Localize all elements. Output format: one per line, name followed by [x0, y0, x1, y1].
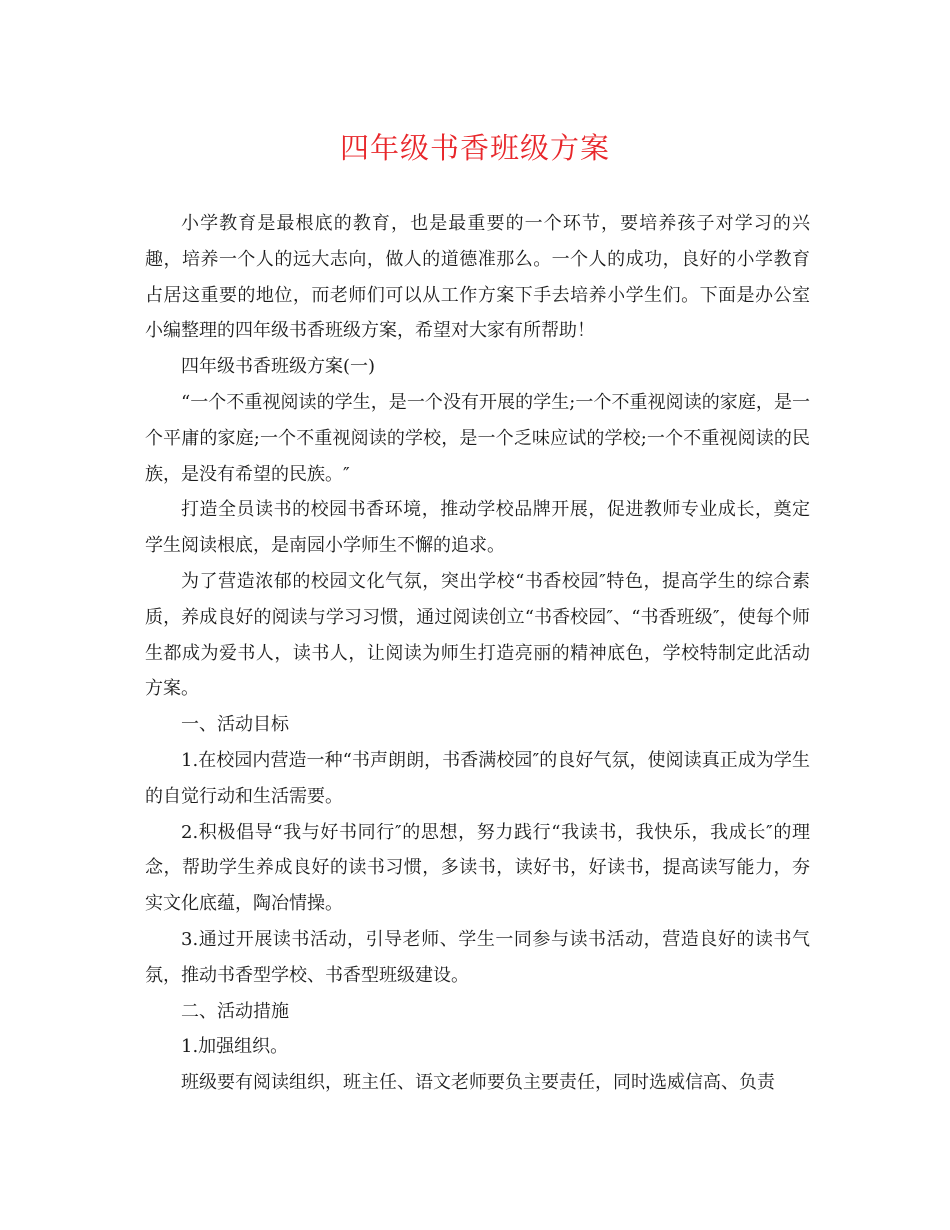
section-heading-measures: 二、活动措施: [181, 1000, 289, 1022]
document-body: [145, 206, 810, 1101]
goal-item: 3.通过开展读书活动，引导老师、学生一同参与读书活动，营造良好的读书气氛，推动书香型学校、书香型班级建设。: [145, 928, 810, 986]
intro-paragraph: 小学教育是最根底的教育，也是最重要的一个环节，要培养孩子对学习的兴趣，培养一个人的远大志向，做人的道德准那么。一个人的成功，良好的小学教育占居这重要的地位，而老师们可以从工作方案下手去培养小学生们。下面是办公室小编整理的四年级书香班级方案，希望对大家有所帮助！: [145, 213, 810, 342]
section-heading-goals: 一、活动目标: [181, 714, 289, 736]
goal-item: 2.积极倡导“我与好书同行″的思想，努力践行“我读书，我快乐，我成长″的理念，帮助学生养成良好的读书习惯，多读书，读好书，好读书，提高读写能力，夯实文化底蕴，陶冶情操。: [145, 821, 810, 915]
quote-paragraph: “一个不重视阅读的学生，是一个没有开展的学生;一个不重视阅读的家庭，是一个平庸的家庭;一个不重视阅读的学校，是一个乏味应试的学校;一个不重视阅读的民族，是没有希望的民族。″: [145, 391, 810, 485]
goal-item: 1.在校园内营造一种“书声朗朗，书香满校园″的良好气氛，使阅读真正成为学生的自觉行动和生活需要。: [145, 749, 810, 807]
body-paragraph: 班级要有阅读组织，班主任、语文老师要负主要责任，同时选威信高、负责: [181, 1072, 775, 1094]
body-paragraph: 打造全员读书的校园书香环境，推动学校品牌开展，促进教师专业成长，奠定学生阅读根底，是南园小学师生不懈的追求。: [145, 499, 810, 557]
document-title: 四年级书香班级方案: [339, 131, 610, 165]
section-heading-plan-one: 四年级书香班级方案(一): [181, 356, 376, 378]
measure-item: 1.加强组织。: [181, 1036, 289, 1058]
body-paragraph: 为了营造浓郁的校园文化气氛，突出学校“书香校园″特色，提高学生的综合素质，养成良好的阅读与学习习惯，通过阅读创立“书香校园″、“书香班级″，使每个师生都成为爱书人，读书人，让阅读为师生打造亮丽的精神底色，学校特制定此活动方案。: [145, 570, 810, 700]
